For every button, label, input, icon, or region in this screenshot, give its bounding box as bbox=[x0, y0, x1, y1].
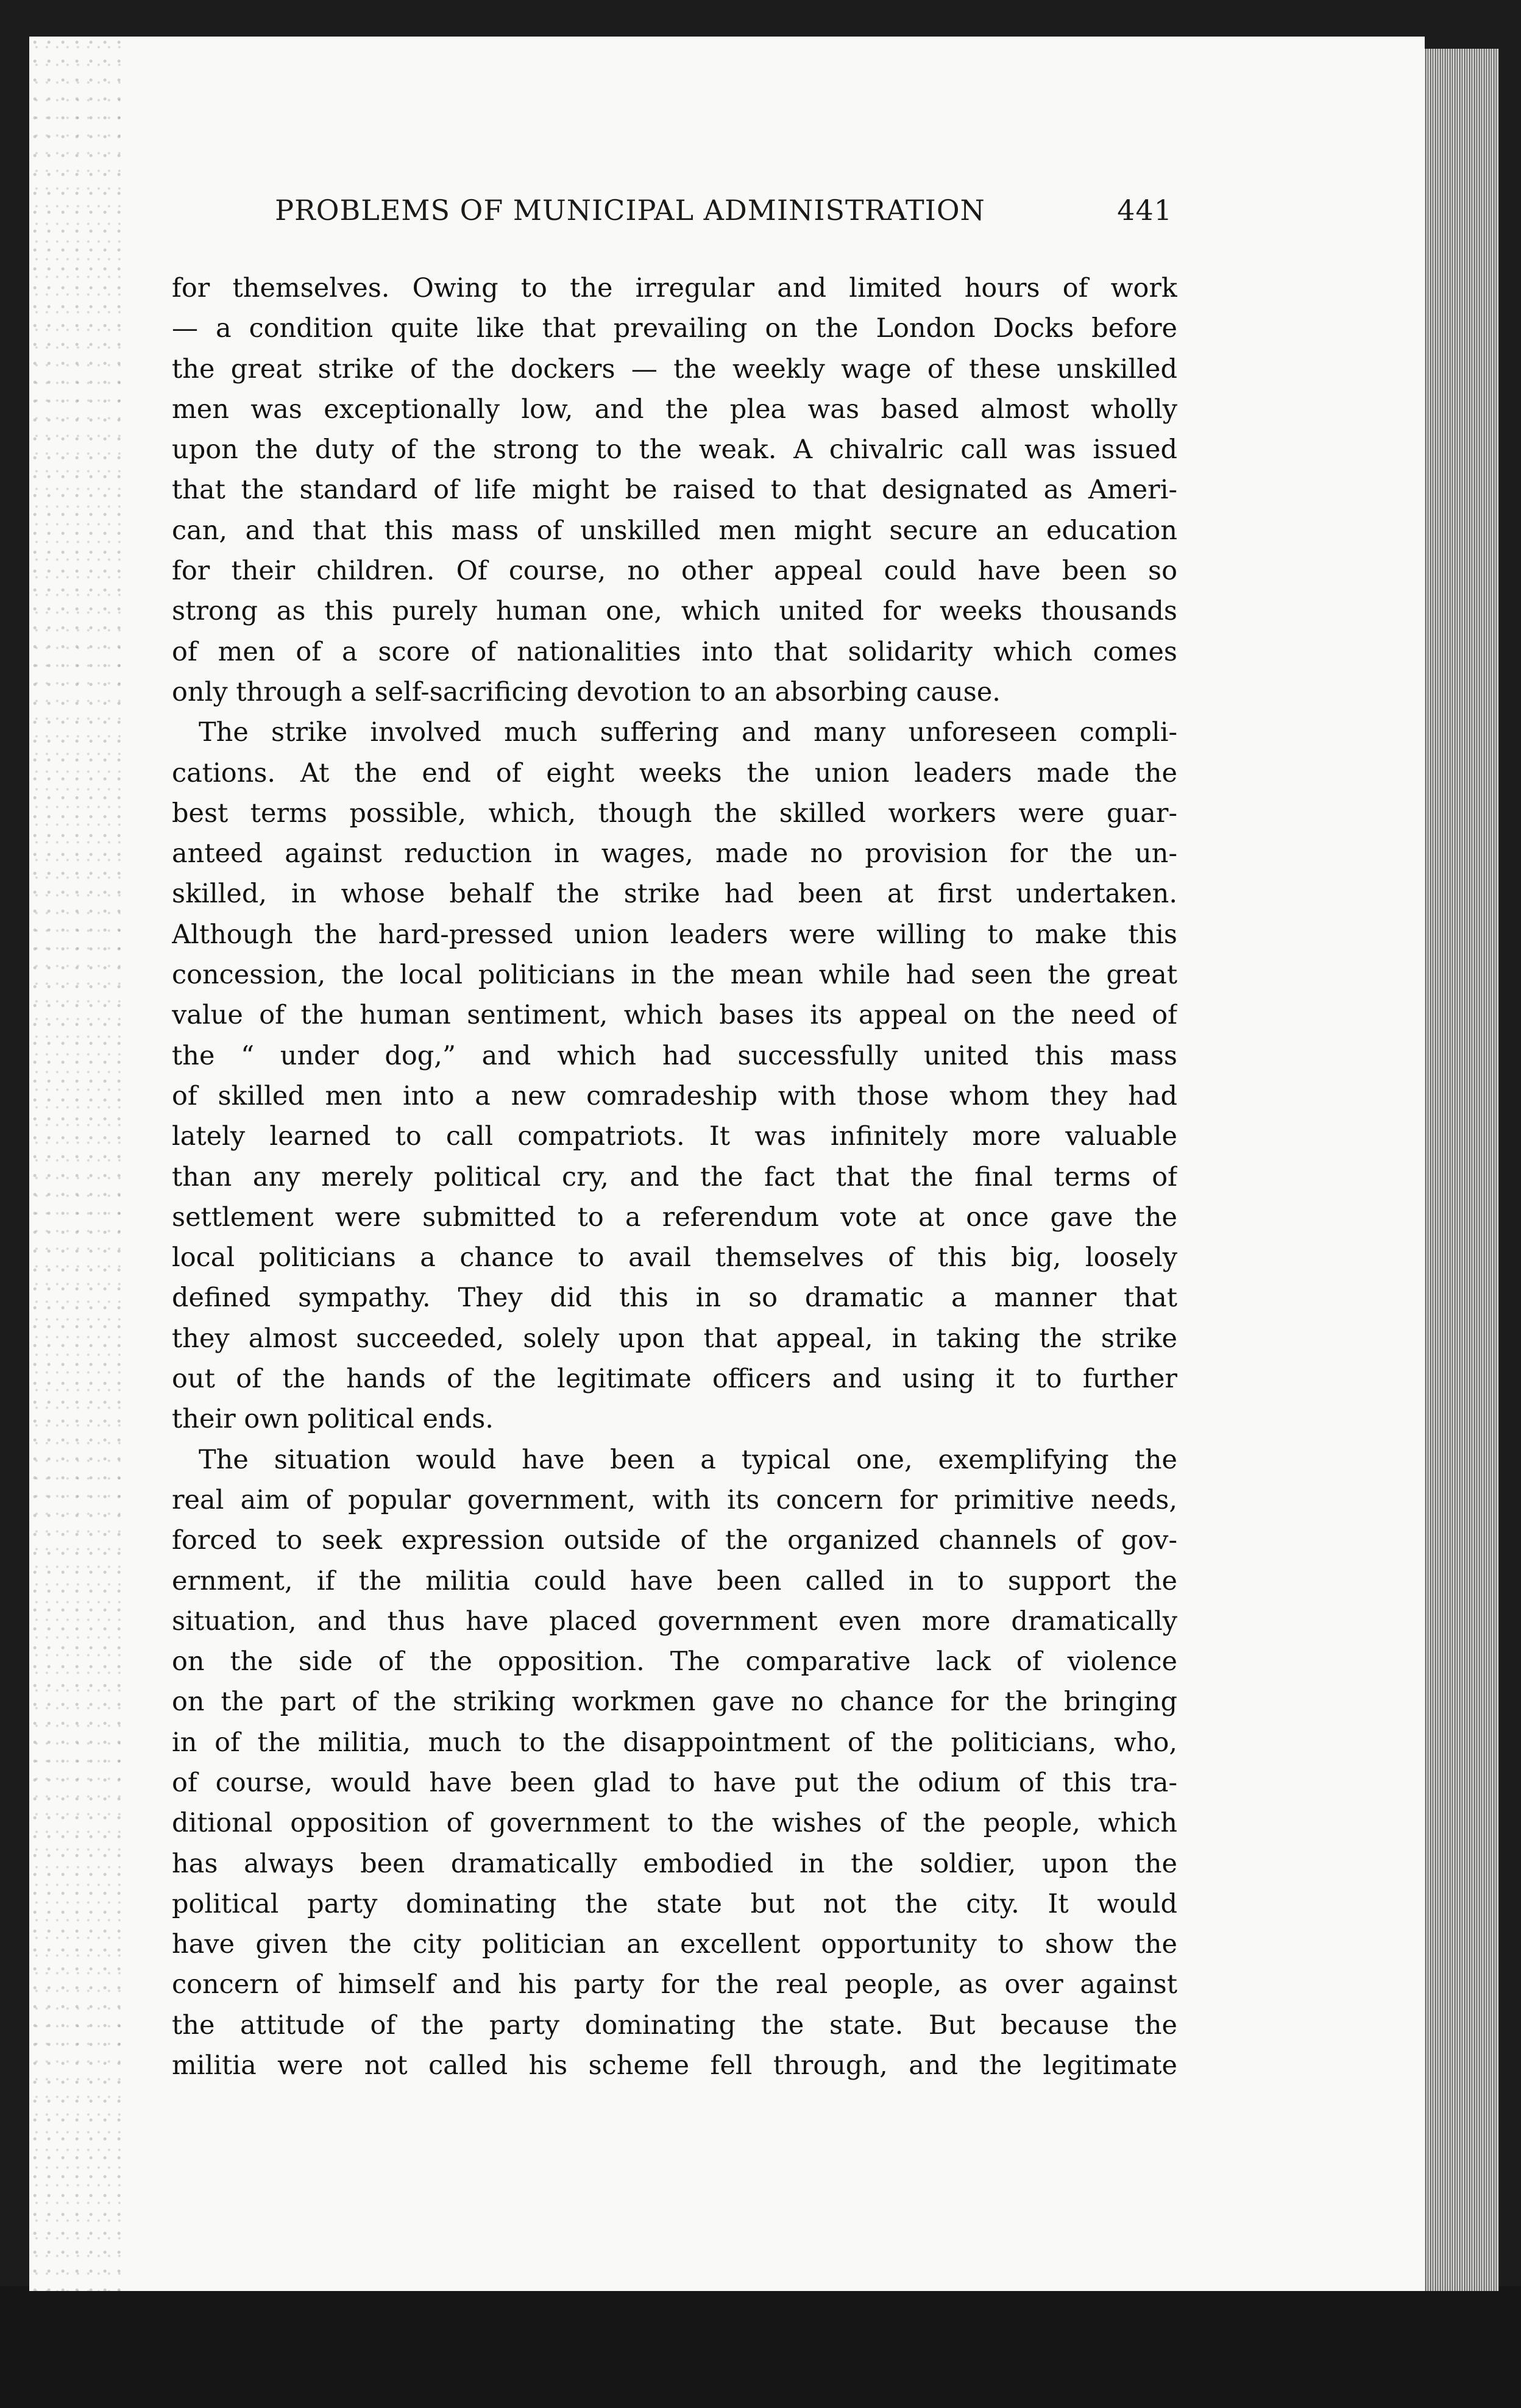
text-line: for themselves. Owing to the irregular and limited hours of work bbox=[172, 273, 1177, 303]
text-line: concession, the local politicians in the mean while had seen the great bbox=[172, 960, 1177, 991]
text-line: real aim of popular government, with its concern for primitive needs, bbox=[172, 1484, 1177, 1515]
text-line: that the standard of life might be raised to that designated as Ameri- bbox=[172, 475, 1177, 506]
gutter-speckle bbox=[29, 37, 121, 2291]
text-line: best terms possible, which, though the skilled workers were guar- bbox=[172, 798, 1177, 829]
text-line: has always been dramatically embodied in the soldier, upon the bbox=[172, 1848, 1177, 1879]
text-line: the great strike of the dockers — the weekly wage of these unskilled bbox=[172, 353, 1177, 384]
text-line: political party dominating the state but not the city. It would bbox=[172, 1888, 1177, 1919]
text-line: upon the duty of the strong to the weak. A chivalric call was issued bbox=[172, 434, 1177, 466]
text-line: forced to seek expression outside of the organized channels of gov- bbox=[172, 1525, 1177, 1556]
text-line: ditional opposition of government to the wishes of the people, which bbox=[172, 1808, 1177, 1839]
running-head bbox=[173, 194, 1172, 238]
body-text bbox=[172, 268, 1177, 2086]
text-line: defined sympathy. They did this in so dramatic a manner that bbox=[172, 1283, 1177, 1314]
text-line: skilled, in whose behalf the strike had been at first undertaken. bbox=[172, 879, 1177, 910]
running-head-title: PROBLEMS OF MUNICIPAL ADMINISTRATION bbox=[275, 194, 985, 227]
text-line: of course, would have been glad to have put the odium of this tra- bbox=[172, 1767, 1177, 1798]
text-line: cations. At the end of eight weeks the union leaders made the bbox=[172, 757, 1177, 788]
text-line: for their children. Of course, no other appeal could have been so bbox=[172, 556, 1177, 587]
text-line: situation, and thus have placed government even more dramatically bbox=[172, 1606, 1177, 1637]
text-line: the attitude of the party dominating the state. But because the bbox=[172, 2010, 1177, 2041]
text-line: the “ under dog,” and which had successfully united this mass bbox=[172, 1040, 1177, 1071]
text-line: in of the militia, much to the disappointment of the politicians, who, bbox=[172, 1727, 1177, 1758]
text-line: — a condition quite like that prevailing on the London Docks before bbox=[172, 313, 1177, 344]
text-line: strong as this purely human one, which united for weeks thousands bbox=[172, 596, 1177, 627]
paragraph-start-line: The strike involved much suffering and many unforeseen compli- bbox=[199, 717, 1177, 748]
text-line: settlement were submitted to a referendum vote at once gave the bbox=[172, 1202, 1177, 1233]
text-line: local politicians a chance to avail themselves of this big, loosely bbox=[172, 1242, 1177, 1273]
page-edge-stack bbox=[1414, 49, 1499, 2291]
text-line: concern of himself and his party for the real people, as over against bbox=[172, 1969, 1177, 2000]
text-line: than any merely political cry, and the fact that the final terms of bbox=[172, 1161, 1177, 1192]
text-line: ernment, if the militia could have been called in to support the bbox=[172, 1565, 1177, 1596]
text-line: of skilled men into a new comradeship with those whom they had bbox=[172, 1080, 1177, 1111]
page-number: 441 bbox=[1117, 194, 1172, 227]
text-line: can, and that this mass of unskilled men might secure an education bbox=[172, 515, 1177, 546]
paragraph-start-line: The situation would have been a typical one, exemplifying the bbox=[199, 1444, 1177, 1475]
text-line: they almost succeeded, solely upon that appeal, in taking the strike bbox=[172, 1323, 1177, 1354]
text-line: have given the city politician an excellent opportunity to show the bbox=[172, 1929, 1177, 1960]
text-line: their own political ends. bbox=[172, 1404, 494, 1435]
text-line: on the part of the striking workmen gave no chance for the bringing bbox=[172, 1687, 1177, 1718]
text-line: men was exceptionally low, and the plea was based almost wholly bbox=[172, 394, 1177, 425]
text-line: Although the hard-pressed union leaders were willing to make this bbox=[172, 919, 1177, 950]
text-line: lately learned to call compatriots. It was infinitely more valuable bbox=[172, 1121, 1177, 1152]
text-line: on the side of the opposition. The comparative lack of violence bbox=[172, 1646, 1177, 1677]
text-line: of men of a score of nationalities into that solidarity which comes bbox=[172, 636, 1177, 667]
text-line: only through a self-sacrificing devotion to an absorbing cause. bbox=[172, 676, 1001, 707]
text-line: anteed against reduction in wages, made no provision for the un- bbox=[172, 838, 1177, 869]
text-line: militia were not called his scheme fell through, and the legitimate bbox=[172, 2050, 1177, 2081]
scan-bottom-border bbox=[0, 2286, 1521, 2408]
text-line: value of the human sentiment, which bases its appeal on the need of bbox=[172, 1000, 1177, 1031]
text-line: out of the hands of the legitimate officers and using it to further bbox=[172, 1364, 1177, 1395]
